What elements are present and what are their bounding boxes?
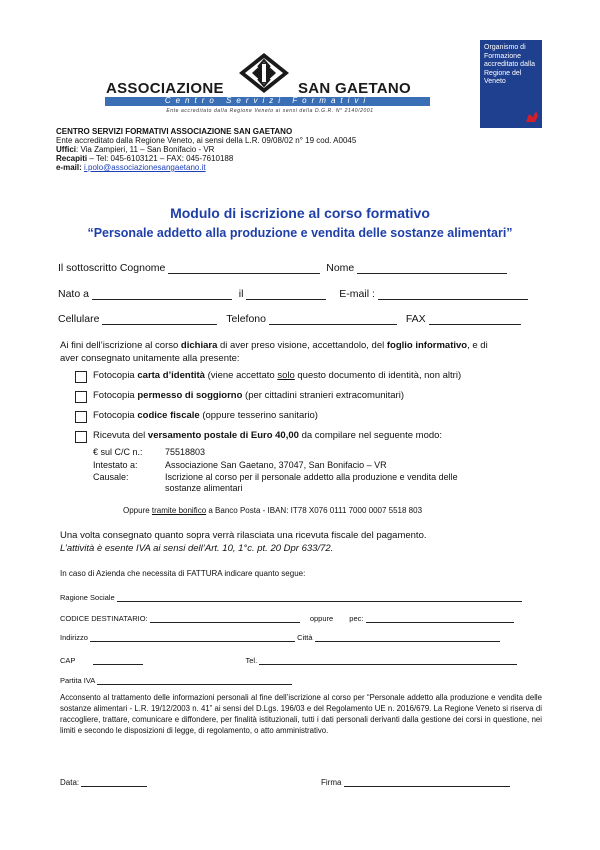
foglio-informativo-bold: foglio informativo <box>386 340 468 351</box>
indirizzo-label: Indirizzo <box>60 633 88 642</box>
row-codice-destinatario <box>60 612 514 623</box>
codice-label: CODICE DESTINATARIO: <box>60 614 148 623</box>
nato-field[interactable] <box>92 289 232 300</box>
info-accreditation: Ente accreditato dalla Regione Veneto, ai sensi della L.R. 09/08/02 n° 19 cod. A0045 <box>56 136 357 145</box>
pec-label: pec: <box>349 614 364 623</box>
logo-name-left: ASSOCIAZIONE <box>106 80 224 97</box>
bonifico-text-a: Oppure <box>123 506 152 515</box>
declaration-text-3: , e di <box>467 340 488 351</box>
center-band <box>105 97 430 106</box>
tel-label: Tel. <box>245 656 258 665</box>
declaration-text-2: di aver preso visione, accettandolo, del <box>217 340 387 351</box>
bonifico-line <box>123 506 422 515</box>
check-text-c: (oppure tesserino sanitario) <box>199 410 318 421</box>
accreditation-line: Ente accreditato dalla Regione Veneto ai sensi della D.G.R. N° 2140/2001 <box>166 108 374 114</box>
intestato-label: Intestato a: <box>93 460 138 470</box>
intestato-value: Associazione San Gaetano, 37047, San Bonifacio – VR <box>165 460 387 470</box>
bonifico-text-b: tramite bonifico <box>151 506 207 515</box>
recapiti-label: Recapiti <box>56 154 88 163</box>
pec-field[interactable] <box>366 612 514 623</box>
causale-value <box>165 472 535 494</box>
firma-field[interactable] <box>344 776 510 787</box>
tel-field[interactable] <box>259 654 517 665</box>
declaration-text-4: aver consegnato unitamente alla presente: <box>60 353 240 364</box>
recapiti-value: – Tel: 045-6103121 – FAX: 045-7610188 <box>87 154 234 163</box>
dichiara-bold: dichiara <box>180 340 218 351</box>
email-label: e-mail: <box>56 163 82 172</box>
indirizzo-field[interactable] <box>90 631 295 642</box>
email-field-label: E-mail : <box>339 288 375 300</box>
uffici-label: Uffici <box>56 145 76 154</box>
citta-field[interactable] <box>315 631 500 642</box>
check-text-a: Fotocopia <box>93 410 138 421</box>
check-text-e: questo documento di identità, non altri) <box>294 370 462 381</box>
cellulare-field[interactable] <box>102 314 217 325</box>
row-firma <box>321 776 510 787</box>
checkbox-ricevuta-versamento[interactable] <box>75 431 87 443</box>
nato-label: Nato a <box>58 288 89 300</box>
check-text-a: Ricevuta del <box>93 430 148 441</box>
causale-label: Causale: <box>93 472 129 482</box>
codice-field[interactable] <box>150 612 300 623</box>
nome-field[interactable] <box>357 263 507 274</box>
row-indirizzo <box>60 631 500 642</box>
ricevuta-line-2: L’attività è esente IVA ai sensi dell’Art. 10, 1°c. pt. 20 Dpr 633/72. <box>60 543 334 554</box>
check-text-c: (per cittadini stranieri extracomunitari) <box>242 390 404 401</box>
logo-name-right: SAN GAETANO <box>298 80 412 97</box>
fax-label: FAX <box>405 313 426 325</box>
cc-value: 75518803 <box>165 447 206 457</box>
cc-label: € sul C/C n.: <box>93 447 143 457</box>
check-text-d: solo <box>277 370 295 381</box>
data-label: Data: <box>60 778 80 787</box>
email-field[interactable] <box>378 289 528 300</box>
nome-label: Nome <box>326 262 355 274</box>
row-contatti <box>58 313 521 325</box>
row-cap-tel <box>60 654 517 665</box>
cap-field[interactable] <box>93 654 143 665</box>
cellulare-label: Cellulare <box>58 313 100 325</box>
fax-field[interactable] <box>429 314 521 325</box>
row-cognome-nome <box>58 262 507 274</box>
piva-field[interactable] <box>97 674 292 685</box>
causale-line-1: Iscrizione al corso per il personale addetto alla produzione e vendita delle <box>165 472 458 482</box>
check-text-codice-fiscale <box>93 410 318 421</box>
row-partita-iva <box>60 674 292 685</box>
checkbox-carta-identita[interactable] <box>75 371 87 383</box>
ragione-label: Ragione Sociale <box>60 593 115 602</box>
piva-label: Partita IVA <box>60 676 95 685</box>
ragione-field[interactable] <box>117 591 522 602</box>
email-link[interactable]: i.polo@associazionesangaetano.it <box>84 163 206 172</box>
data-nascita-field[interactable] <box>246 289 326 300</box>
uffici-value: : Via Zampieri, 11 – San Bonifacio - VR <box>76 145 215 154</box>
declaration-paragraph <box>60 339 550 365</box>
telefono-label: Telefono <box>226 313 266 325</box>
firma-label: Firma <box>321 778 342 787</box>
region-veneto-badge <box>480 40 542 128</box>
check-text-c: (viene accettato <box>204 370 278 381</box>
check-text-a: Fotocopia <box>93 370 138 381</box>
bonifico-text-c: a Banco Posta - IBAN: IT78 X076 0111 7000 0007 5518 803 <box>206 506 423 515</box>
center-band-text: Centro Servizi Formativi <box>164 96 371 105</box>
region-badge-text: Organismo di Formazione accreditato dalla Regione del Veneto <box>484 44 535 85</box>
checkbox-permesso-soggiorno[interactable] <box>75 391 87 403</box>
check-text-permesso <box>93 390 404 401</box>
info-block <box>56 127 356 172</box>
azienda-intro: In caso di Azienda che necessita di FATTURA indicare quanto segue: <box>60 569 306 578</box>
check-text-carta-identita <box>93 370 461 381</box>
oppure-label: oppure <box>309 614 334 623</box>
check-text-b: carta d’identità <box>137 370 205 381</box>
check-text-b: versamento postale di Euro 40,00 <box>147 430 299 441</box>
checkbox-codice-fiscale[interactable] <box>75 411 87 423</box>
lion-icon <box>524 108 540 124</box>
causale-line-2: sostanze alimentari <box>165 483 243 493</box>
il-label: il <box>238 288 244 300</box>
cognome-label: Il sottoscritto Cognome <box>58 262 166 274</box>
form-title: Modulo di iscrizione al corso formativo <box>170 205 430 221</box>
row-nascita-email <box>58 288 528 300</box>
data-field[interactable] <box>81 776 147 787</box>
check-text-b: permesso di soggiorno <box>137 390 243 401</box>
course-title: “Personale addetto alla produzione e vendita delle sostanze alimentari” <box>87 226 513 240</box>
association-logo <box>238 52 290 94</box>
cap-label: CAP <box>60 656 76 665</box>
declaration-text-1: Ai fini dell’iscrizione al corso <box>60 340 181 351</box>
row-data <box>60 776 147 787</box>
info-title: CENTRO SERVIZI FORMATIVI ASSOCIAZIONE SAN GAETANO <box>56 127 293 136</box>
citta-label: Città <box>297 633 313 642</box>
telefono-field[interactable] <box>269 314 397 325</box>
ricevuta-line-1: Una volta consegnato quanto sopra verrà rilasciata una ricevuta fiscale del pagamento. <box>60 530 427 541</box>
check-text-a: Fotocopia <box>93 390 138 401</box>
check-text-c: da compilare nel seguente modo: <box>298 430 443 441</box>
check-text-ricevuta <box>93 430 442 441</box>
row-ragione-sociale <box>60 591 522 602</box>
check-text-b: codice fiscale <box>137 410 200 421</box>
privacy-consent: Acconsento al trattamento delle informazioni personali al fine dell’iscrizione al corso per “Personale addetto alla produzione e vendita delle sostanze alimentari - L.R. 19/12/2003 n. 41” ai sensi del D.Lgs. 196/03 e del Regolamento UE n. 2016/679. La Regione Veneto si riserva di raccogliere, trattare, comunicare e diffondere, per finalità istituzionali, tutti i dati personali derivanti dalla gestione dei corsi in questione, nei limiti e secondo le disposizioni di legge, di regolamento, o atto amministrativo. <box>60 693 542 735</box>
cognome-field[interactable] <box>168 263 320 274</box>
